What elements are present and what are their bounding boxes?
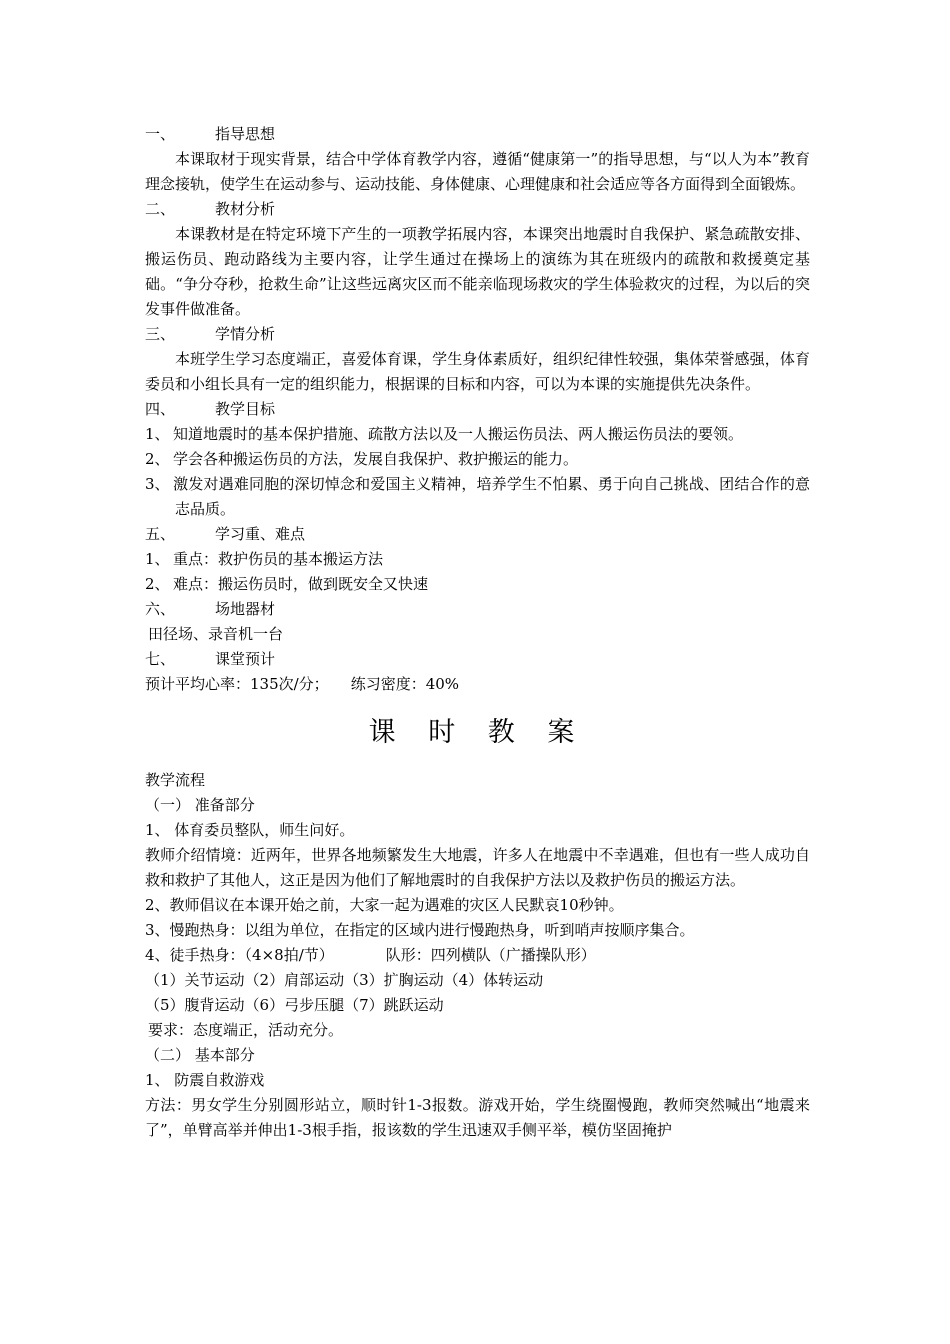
section-heading-6 xyxy=(145,597,810,622)
section-body-6: 田径场、录音机一台 xyxy=(148,625,284,643)
part-heading-1: （一） 准备部分 xyxy=(145,796,255,814)
warmup-text: 4、徒手热身：（4×8拍/节） xyxy=(145,946,334,964)
section-heading-2 xyxy=(145,197,810,222)
item-number: 3、 xyxy=(145,475,170,493)
section-body-2: 本课教材是在特定环境下产生的一项教学拓展内容，本课突出地震时自我保护、紧急疏散安排、搬运伤员、跑动路线为主要内容，让学生通过在操场上的演练为其在班级内的疏散和救援奠定基础。“争分夺秒，抢救生命”让这些远离灾区而不能亲临现场救灾的学生体验救灾的过程，为以后的突发事件做准备。 xyxy=(145,225,810,318)
section-number: 四、 xyxy=(145,400,176,418)
keypoint-item xyxy=(145,547,810,572)
section-title: 学习重、难点 xyxy=(215,525,306,543)
item-number: 1、 xyxy=(145,425,170,443)
game-heading: 1、 防震自救游戏 xyxy=(145,1071,265,1089)
section-number: 七、 xyxy=(145,650,176,668)
step-1: 1、 体育委员整队，师生问好。 xyxy=(145,821,355,839)
section-title: 指导思想 xyxy=(215,125,276,143)
step-4 xyxy=(145,943,810,968)
formation-text: 队形：四列横队（广播操队形） xyxy=(385,946,596,964)
item-text: 难点：搬运伤员时，做到既安全又快速 xyxy=(173,575,429,593)
item-number: 1、 xyxy=(145,550,170,568)
item-text: 激发对遇难同胞的深切悼念和爱国主义精神，培养学生不怕累、勇于向自己挑战、团结合作的意志品质。 xyxy=(173,475,810,518)
item-text: 知道地震时的基本保护措施、疏散方法以及一人搬运伤员法、两人搬运伤员法的要领。 xyxy=(173,425,744,443)
section-number: 五、 xyxy=(145,525,176,543)
requirement-text: 要求：态度端正，活动充分。 xyxy=(148,1021,344,1039)
section-title: 学情分析 xyxy=(215,325,276,343)
section-number: 三、 xyxy=(145,325,176,343)
step-2: 2、教师倡议在本课开始之前，大家一起为遇难的灾区人民默哀10秒钟。 xyxy=(145,896,624,914)
section-number: 二、 xyxy=(145,200,176,218)
document-content xyxy=(145,122,810,1143)
section-heading-1 xyxy=(145,122,810,147)
game-method: 方法：男女学生分别圆形站立，顺时针1-3报数。游戏开始，学生绕圈慢跑，教师突然喊出“地震来了”，单臂高举并伸出1-3根手指，报该数的学生迅速双手侧平举，模仿坚固掩护 xyxy=(145,1096,810,1139)
exercise-list-1: （1）关节运动（2）肩部运动（3）扩胸运动（4）体转运动 xyxy=(145,971,544,989)
exercise-list-2: （5）腹背运动（6）弓步压腿（7）跳跃运动 xyxy=(145,996,444,1014)
section-number: 一、 xyxy=(145,125,176,143)
section-body-1: 本课取材于现实背景，结合中学体育教学内容，遵循“健康第一”的指导思想，与“以人为本”教育理念接轨，使学生在运动参与、运动技能、身体健康、心理健康和社会适应等各方面得到全面锻炼。 xyxy=(145,150,810,193)
section-title: 课堂预计 xyxy=(215,650,276,668)
section-title: 教学目标 xyxy=(215,400,276,418)
section-title: 场地器材 xyxy=(215,600,276,618)
flow-heading: 教学流程 xyxy=(145,771,206,789)
item-number: 2、 xyxy=(145,450,170,468)
section-heading-7 xyxy=(145,647,810,672)
objective-item xyxy=(145,447,810,472)
lesson-plan-title: 课 时 教 案 xyxy=(368,717,587,748)
density-text: 练习密度：40% xyxy=(350,675,460,693)
item-number: 2、 xyxy=(145,575,170,593)
step-3: 3、慢跑热身：以组为单位，在指定的区域内进行慢跑热身，听到哨声按顺序集合。 xyxy=(145,921,695,939)
objective-item xyxy=(145,422,810,447)
section-body-7 xyxy=(145,672,810,697)
section-title: 教材分析 xyxy=(215,200,276,218)
section-heading-5 xyxy=(145,522,810,547)
item-text: 重点：救护伤员的基本搬运方法 xyxy=(173,550,384,568)
section-heading-4 xyxy=(145,397,810,422)
teacher-intro: 教师介绍情境：近两年，世界各地频繁发生大地震，许多人在地震中不幸遇难，但也有一些人成功自救和救护了其他人，这正是因为他们了解地震时的自我保护方法以及救护伤员的搬运方法。 xyxy=(145,846,810,889)
part-heading-2: （二） 基本部分 xyxy=(145,1046,255,1064)
section-heading-3 xyxy=(145,322,810,347)
section-body-3: 本班学生学习态度端正，喜爱体育课，学生身体素质好，组织纪律性较强，集体荣誉感强，体育委员和小组长具有一定的组织能力，根据课的目标和内容，可以为本课的实施提供先决条件。 xyxy=(145,350,810,393)
keypoint-item xyxy=(145,572,810,597)
objective-item xyxy=(145,472,810,522)
item-text: 学会各种搬运伤员的方法，发展自我保护、救护搬运的能力。 xyxy=(173,450,579,468)
heart-rate-text: 预计平均心率：135次/分； xyxy=(145,675,329,693)
section-number: 六、 xyxy=(145,600,176,618)
